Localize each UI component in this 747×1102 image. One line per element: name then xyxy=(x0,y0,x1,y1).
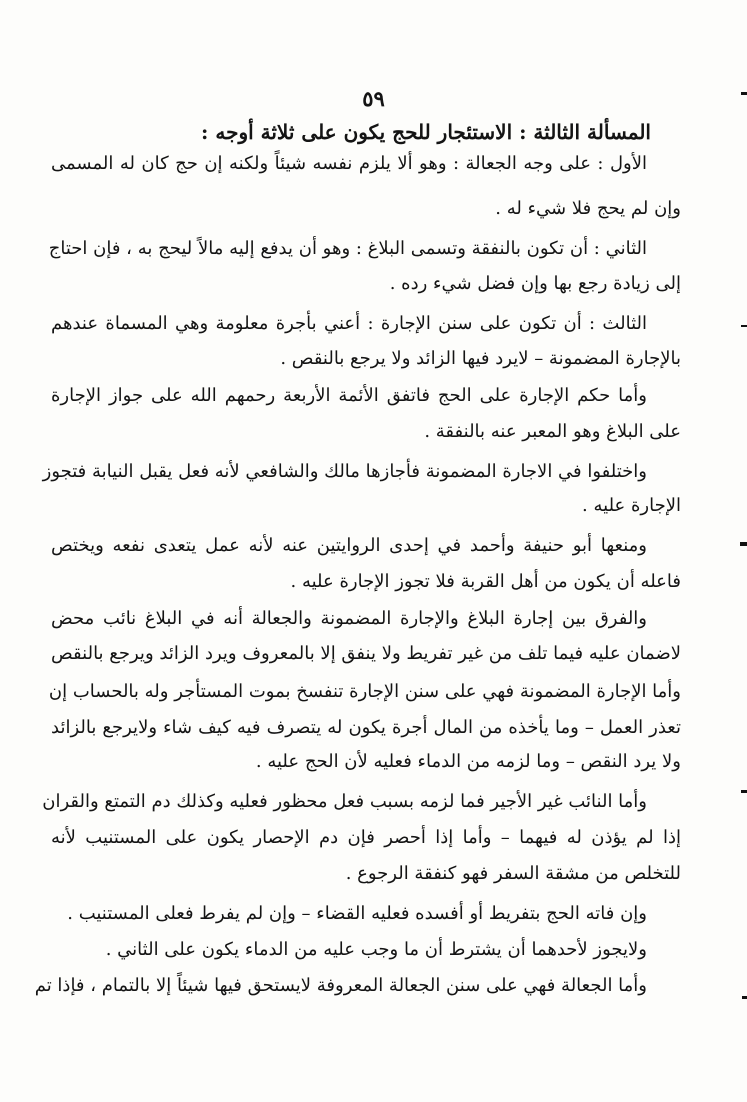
scan-edge-mark xyxy=(741,92,747,95)
scan-edge-mark xyxy=(741,325,747,327)
page-number: ٥٩ xyxy=(362,86,385,111)
text-line: إلى زيادة رجع بها وإن فضل شيء رده . xyxy=(389,273,681,294)
text-line: ومنعها أبو حنيفة وأحمد في إحدى الروايتين عنه لأنه عمل يتعدى نفعه ويختص xyxy=(51,535,647,556)
scan-edge-mark xyxy=(740,542,747,546)
text-line: وأما حكم الإجارة على الحج فاتفق الأئمة الأربعة رحمهم الله على جواز الإجارة xyxy=(51,385,647,406)
text-line: وإن فاته الحج بتفريط أو أفسده فعليه القضاء – وإن لم يفرط فعلى المستنيب . xyxy=(67,903,647,924)
text-line: على البلاغ وهو المعبر عنه بالنفقة . xyxy=(424,421,681,442)
text-line: وإن لم يحج فلا شيء له . xyxy=(495,198,681,219)
scan-edge-mark xyxy=(741,790,747,793)
text-line: ولا يرد النقص – وما لزمه من الدماء فعليه لأن الحج عليه . xyxy=(255,751,681,772)
section-heading: المسألة الثالثة : الاستئجار للحج يكون على ثلاثة أوجه : xyxy=(201,120,651,144)
text-line: بالإجارة المضمونة – لايرد فيها الزائد ولا يرجع بالنقص . xyxy=(280,348,681,369)
text-line: وأما النائب غير الأجير فما لزمه بسبب فعل محظور فعليه وكذلك دم التمتع والقران xyxy=(42,791,647,812)
text-line: وأما الجعالة فهي على سنن الجعالة المعروفة لايستحق فيها شيئاً إلا بالتمام ، فإذا تم xyxy=(34,975,647,996)
text-line: الإجارة عليه . xyxy=(582,495,681,516)
text-line: الأول : على وجه الجعالة : وهو ألا يلزم نفسه شيئاً ولكنه إن حج كان له المسمى xyxy=(51,153,647,174)
text-line: للتخلص من مشقة السفر فهو كنفقة الرجوع . xyxy=(345,863,681,884)
text-line: إذا لم يؤذن له فيهما – وأما إذا أحصر فإن دم الإحصار يكون على المستنيب لأنه xyxy=(51,827,681,848)
text-line: والفرق بين إجارة البلاغ والإجارة المضمونة والجعالة أنه في البلاغ نائب محض xyxy=(51,608,647,629)
text-line: واختلفوا في الاجارة المضمونة فأجازها مالك والشافعي لأنه فعل يقبل النيابة فتجوز xyxy=(42,461,647,482)
text-line: تعذر العمل – وما يأخذه من المال أجرة يكون له يتصرف فيه كيف شاء ولايرجع بالزائد xyxy=(51,717,681,738)
text-line: ولايجوز لأحدهما أن يشترط أن ما وجب عليه من الدماء يكون على الثاني . xyxy=(105,939,647,960)
text-line: الثالث : أن تكون على سنن الإجارة : أعني بأجرة معلومة وهي المسماة عندهم xyxy=(51,313,647,334)
text-line: فاعله أن يكون من أهل القربة فلا تجوز الإجارة عليه . xyxy=(290,571,681,592)
text-line: الثاني : أن تكون بالنفقة وتسمى البلاغ : وهو أن يدفع إليه مالاً ليحج به ، فإن احتاج xyxy=(48,238,647,259)
text-line: لاضمان عليه فيما تلف من غير تفريط ولا ينفق إلا بالمعروف ويرد الزائد ويرجع بالنقص xyxy=(51,643,681,664)
text-line: وأما الإجارة المضمونة فهي على سنن الإجارة تنفسخ بموت المستأجر وله بالحساب إن xyxy=(48,681,681,702)
scan-edge-mark xyxy=(742,996,747,999)
